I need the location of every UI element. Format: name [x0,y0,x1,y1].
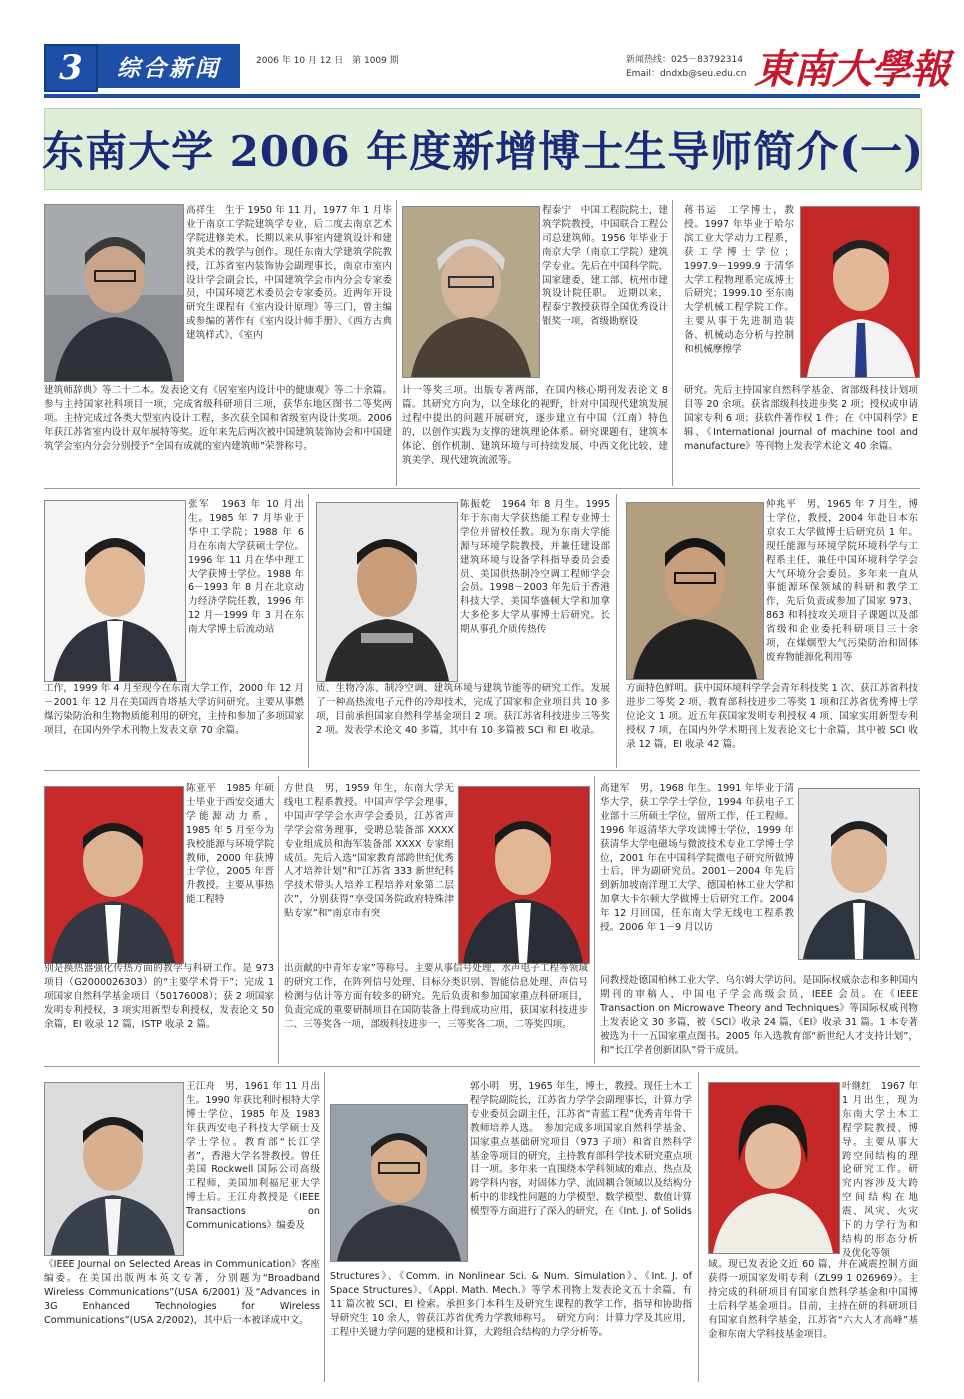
profile-text-top: 陈振乾 1964 年 8 月生。1995 年于东南大学获热能工程专业博士学位并留校任教。现为东南大学能源与环境学院教授，并兼任建设部建筑环境与设备学科指导委员会委员、美国供热制冷空调工程师学会会员。1998－2003 年先后于香港科技大学、美国华盛顿大学和加拿大多伦多大学从事博士后研究。长期从事孔介质传热传 [460,499,610,636]
row-divider [44,770,920,771]
profile-photo [708,1082,840,1254]
profile-text-top: 程泰宁 中国工程院院士，建筑学院教授，中国联合工程公司总建筑师。1956 年毕业于南京大学（南京工学院）建筑学专业。先后在中国科学院、国家建委、建工部、杭州市建筑设计院任职。 近期以来，程泰宁教授获得全国优秀设计银奖一项，省级勘察设 [542,205,668,328]
column-divider [308,494,309,768]
title-banner [44,108,922,190]
profile-photo [402,206,540,378]
profile-text-top: 高祥生 生于 1950 年 11 月，1977 年 1 月毕业于南京工学院建筑学专业，后二度去南京艺术学院进修美术。长期以来从事室内建筑设计和建筑美术的教学与创作。现任东南大学建筑学院教授，江苏省室内装饰协会副理事长，南京市室内设计学会副会长，中国建筑学会市内分会专家委员，中国环境艺术委员会专家委员。近两年开设研究生课程有《室内设计原理》等三门，曾主编或参编的著作有《室内设计师手册》、《西方古典建筑样式》、《室内 [186,205,392,342]
profile-text-top: 蒋书运 工学博士，教授。1997 年毕业于哈尔滨工业大学动力工程系，获工学博士学位；1997.9－1999.9 于清华大学工程物理系完成博士后研究；1999.10 至东南大学机械工程学院工作。主要从事于先进制造装备、机械动态分析与控制和机械摩擦学 [684,205,794,356]
profile-photo [626,502,764,680]
profile-photo [44,500,186,682]
profile-text-top: 陈亚平 1985 年硕士毕业于西安交通大学能源动力系，1985 年 5 月至今为我校能源与环境学院教师，2000 年获博士学位，2005 年晋升教授。主要从事热能工程特 [186,783,274,906]
profile-text-bottom: 出贡献的中青年专家”等称号。主要从事信号处理、水声电子工程等领域的研究工作，在阵列信号处理、目标分类识别、智能信息处理、声信号检测与估计等方面有较多的研究。先后负责和参加国家重点科研项目，负责完成的重要研制项目在国防装备上得到成功应用，获国家科技进步二、三等奖各一项，部级科技进步一、三等奖各二项，二等奖四项。 [284,963,588,1030]
profile-photo [458,786,590,964]
profile-text-bottom: 方面特色鲜明。获中国环境科学学会青年科技奖 1 次、获江苏省科技进步二等奖 2 项、教育部科技进步二等奖 1 项和江苏省优秀博士学位论文 1 项。近五年获国家发明专利授权 4 项、国家实用新型专利授权 7 项，在国内外学术期刊上发表论文七十余篇，其中被 SCI 收录 12 篇，EI 收录 42 篇。 [626,683,918,750]
profile-text-top: 仲兆平 男，1965 年 7 月生，博士学位，教授，2004 年赴日本东京农工大学做博士后研究员 1 年。现任能源与环境学院环境科学与工程系主任，兼任中国环境科学学会大气环境分会委员。多年来一直从事能源环保领域的科研和教学工作，先后负责或参加了国家 973、863 和科技攻关项目子课题以及部省级和企业委托科研项目三十余项，在煤烟型大气污染防治和固体废弃物能源化利用等 [766,499,918,663]
section-label: 综合新闻 [98,44,240,88]
profile-photo [798,788,920,960]
profile-text-top: 张军 1963 年 10 月出生。1985 年 7 月毕业于华中工学院；1988 年 6 月在东南大学获硕士学位。1996 年 11 月在华中理工大学获博士学位。1988 年 6－1993 年 8 月在北京动力经济学院任教，1996 年 12 月－1999 年 3 月在东南大学博士后流动站 [188,499,304,636]
portrait-icon [799,789,919,959]
profile-text-bottom: 别是换热器强化传热方面的教学与科研工作。是 973 项目（G2000026303）的“主要学术骨干”；完成 1 项国家自然科学基金项目（50176008）；获 2 项国家发明专利授权，3 项实用新型专利授权，发表论文 50 余篇，EI 收录 12 篇，ISTP 收录 2 篇。 [44,963,274,1030]
profile-photo [44,786,184,964]
article-title: 东南大学 2006 年度新增博士生导师简介(一) [42,127,924,176]
profile-photo [800,206,920,378]
profile-text-top: 郭小明 男，1965 年生，博士，教授。现任土木工程学院副院长，江苏省力学学会副理事长，计算力学专业委员会副主任，江苏省“青蓝工程”优秀青年骨干教师培养人选。 参加完成多项国家自然科学基金、国家重点基础研究项目（973 子项）和省自然科学基金等项目的研究，主持教育部科学技术研究重点项目一项。多年来一直围绕本学科领域的难点、热点及跨学科内容，对固体力学、流固耦合领域以及结构分析中的非线性问题的力学模型、数学模型、数值计算模型等方面进行了深入的研究，在《Int. J. of Solids [470,1081,692,1218]
portrait-icon [459,787,589,963]
profile-text-top: 方世良 男，1959 年生，东南大学无线电工程系教授。中国声学学会理事，中国声学学会水声学会委员，江苏省声学学会常务理事，受聘总装备部 XXXX 专业组成员和海军装备部 XXXX 专家组成员。先后入选“国家教育部跨世纪优秀人才培养计划”和“江苏省 333 新世纪科学技术带头人培养工程培养对象第二层次”，分别获得“享受国务院政府特殊津贴专家”和“南京市有突 [284,783,454,920]
profile-text-bottom: 域。现已发表论文近 60 篇，并在减震控制方面获得一项国家发明专利（ZL99 1 026969）。主持完成的科研项目有国家自然科学基金和中国博士后科学基金项目。目前，主持在研的科研项目有国家自然科学基金，江苏省“六大人才高峰”基金和东南大学科技基金项目。 [708,1259,918,1340]
contact-info [626,53,746,81]
header-rule [44,94,920,98]
profile-text-bottom: 问教授赴德国柏林工业大学、乌尔姆大学访问。是国际权威杂志和多种国内期刊的审稿人，中国电子学会高级会员，IEEE 会员。在《IEEE Transaction on Microwave Theory and Techniques》等国际权威刊物上发表论文 30 多篇，被《SCI》收录 24 篇，《EI》收录 31 篇。1 本专著被选为十一五国家重点图书。2005 年入选教育部“新世纪人才支持计划”，和“长江学者创新团队”骨干成员。 [600,975,918,1056]
row-divider [44,1066,920,1067]
column-divider [672,200,673,486]
column-divider [278,776,279,1064]
portrait-icon [801,207,919,377]
column-divider [698,1072,699,1382]
portrait-icon [317,503,457,681]
portrait-icon [45,501,185,681]
column-divider [594,776,595,1064]
portrait-icon [709,1083,839,1253]
portrait-icon [45,787,183,963]
profile-text-bottom: 质、生物冷冻、制冷空调、建筑环境与建筑节能等的研究工作。发展了一种高热流电子元件的冷却技术，完成了国家和企业项目共 10 多项，目前承担国家自然科学基金项目 2 项。获江苏省科技进步三等奖 2 项。发表学术论文 40 多篇，其中有 10 多篇被 SCI 和 EI 收录。 [316,683,610,736]
page-number-badge: 3 [44,44,98,92]
profile-text-bottom: 建筑师辞典》等二十二本。发表论文有《居室室内设计中的健康观》等二十余篇。参与主持国家社科项目一项，完成省级科研项目三项，获华东地区图书二等奖两项。主持完成过各类大型室内设计工程，多次获全国和省级室内设计奖项。2006 年获江苏省室内设计双年展特等奖。近年来先后两次被中国建筑装饰协会和中国建筑学会室内分会分别授予“全国有成就的室内建筑师”荣誉称号。 [44,385,392,452]
portrait-icon [403,207,539,377]
profile-text-top: 王江舟 男，1961 年 11 月出生。1990 年获比利时根特大学博士学位，1985 年及 1983 年获西安电子科技大学硕士及学士学位。教育部“长江学者”，香港大学名誉教授。曾任美国 Rockwell 国际公司高级工程师，美国加利福尼亚大学博士后。王江舟教授是《IEEE Transactions on Communications》编委及 [186,1081,320,1232]
profile-text-bottom: Structures》、《Comm. in Nonlinear Sci. & Num. Simulation》、《Int. J. of Space Structures》、《Appl. Math. Mech.》等学术刊物上发表论文五十余篇，有 11 篇次被 SCI、EI 检索。承担多门本科生及研究生课程的教学工作，指导和协助指导研究生 10 余人，曾获江苏省优秀力学教师称号。 研究方向：计算力学及其应用，工程中关键力学问题的建模和计算，大跨组合结构的力学分析等。 [330,1271,692,1338]
column-divider [616,494,617,768]
portrait-icon [45,1083,183,1255]
portrait-icon [45,205,183,381]
profile-text-top: 叶继红 1967 年 1 月出生，现为东南大学土木工程学院教授、博导。主要从事大跨空间结构的理论研究工作。研究内容涉及大跨空间结构在地震、风灾、火灾下的力学行为和结构的形态分析及优化等领 [842,1081,918,1258]
profile-photo [44,1082,184,1256]
portrait-icon [627,503,763,679]
column-divider [324,1072,325,1382]
profile-photo [316,502,458,682]
news-hotline: 新闻热线：025－83792314 [626,55,743,65]
profile-text-top: 高建军 男，1968 年生。1991 年毕业于清华大学，获工学学士学位，1994 年获电子工业部十三所硕士学位，留所工作，任工程师。1996 年返清华大学攻读博士学位，1999 年获清华大学电磁场与微波技术专业工学博士学位，2001 年在中国科学院微电子研究所做博士后，评为副研究员。2001－2004 年先后到新加坡南洋理工大学、德国柏林工业大学和加拿大卡尔顿大学做博士后研究工作。2004 年 12 月回国，任东南大学无线电工程系教授。2006 年 1－9 月以访 [600,783,794,934]
profile-text-bottom: 工作，1999 年 4 月至现今在东南大学工作，2000 年 12 月－2001 年 12 月在美国西肯塔基大学访问研究。主要从事燃煤污染防治和生物物质能利用的研究，主持和参加了多项国家项目，在国内外学术刊物上发表文章 70 余篇。 [44,683,304,736]
profile-photo [44,204,184,382]
email: Email：dndxb@seu.edu.cn [626,69,747,79]
masthead-logo: 東南大學報 [754,46,949,93]
portrait-icon [331,1105,467,1261]
profile-photo [330,1104,468,1262]
profile-text-bottom: 计一等奖三项。出版专著两部，在国内核心期刊发表论文 8 篇。其研究方向为，以全球化的视野，针对中国现代建筑发展过程中提出的问题开展研究，逐步建立有中国（江南）特色的，以创作实践为支撑的建筑理论体系。研究课题有，建筑本体论、创作机制、建筑环境与可持续发展、中西文化比较、建筑美学、现代建筑流派等。 [402,385,668,466]
profile-text-bottom: 研究。先后主持国家自然科学基金、省部级科技计划项目等 20 余项。获省部级科技进步奖 2 项；授权或申请国家专利 6 项；获软件著作权 1 件；在《中国科学》E 辑、《International journal of machine tool and manufacture》等刊物上发表学术论文 40 余篇。 [684,385,918,452]
column-divider [396,200,397,486]
row-divider [44,488,920,489]
profile-text-bottom: 《IEEE Journal on Selected Areas in Communication》客座编委。在美国出版两本英文专著，分别题为“Broadband Wireless Communications”(USA 6/2001) 及“Advances in 3G Enhanced Technologies for Wireless Communications”(USA 2/2002)，其中后一本被译成中文。 [44,1259,320,1326]
date-issue: 2006 年 10 月 12 日 第 1009 期 [256,56,399,66]
